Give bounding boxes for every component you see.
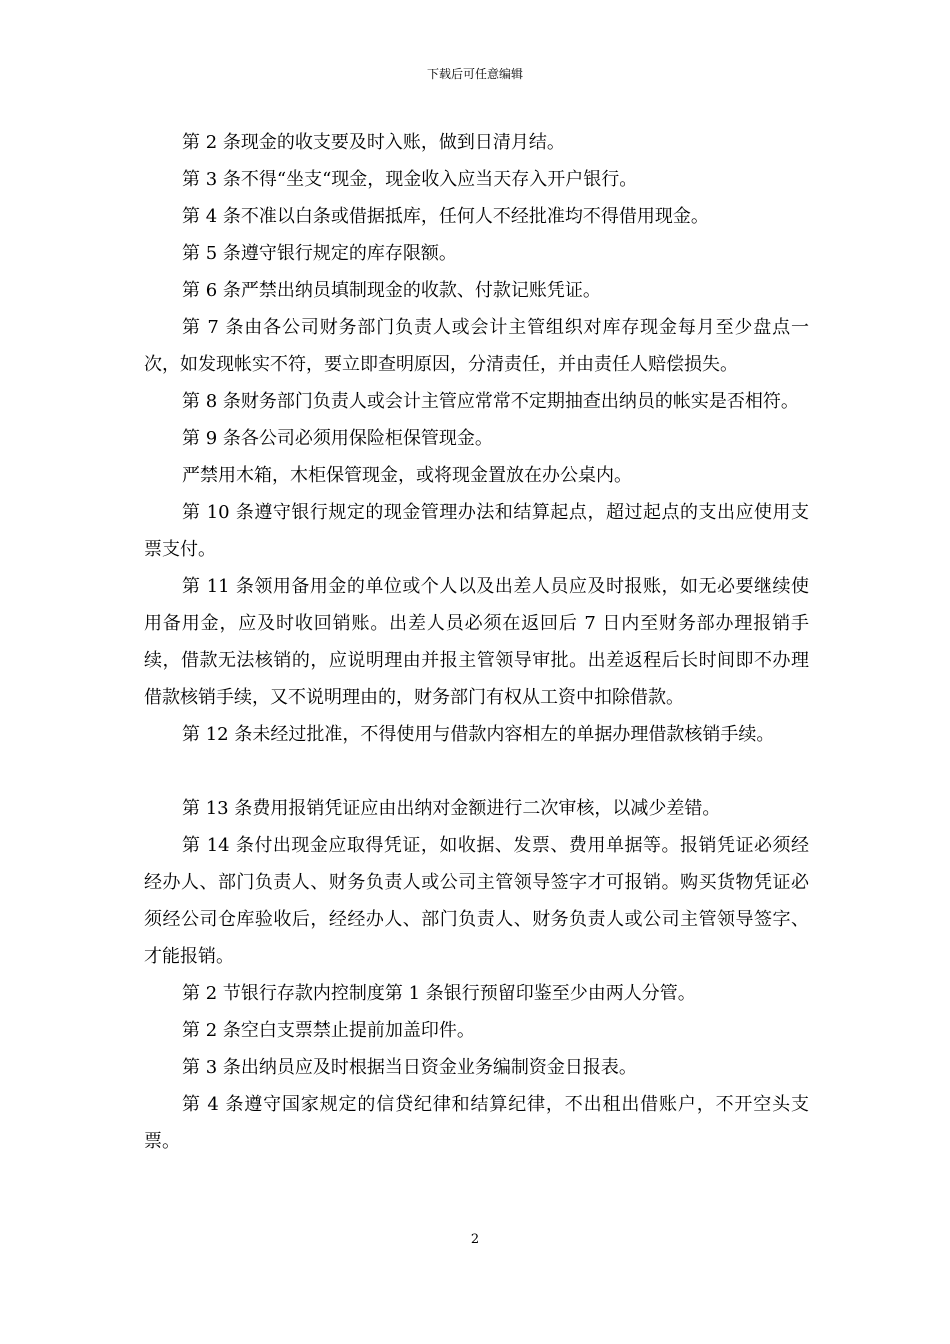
paragraph: 第 2 节银行存款内控制度第 1 条银行预留印鉴至少由两人分管。 (182, 983, 696, 1004)
paragraph: 第 6 条严禁出纳员填制现金的收款、付款记账凭证。 (182, 280, 601, 301)
paragraph: 第 7 条由各公司财务部门负责人或会计主管组织对库存现金每月至少盘点一次，如发现帐实不符，要立即查明原因，分清责任，并由责任人赔偿损失。 (144, 317, 809, 375)
paragraph: 第 3 条出纳员应及时根据当日资金业务编制资金日报表。 (182, 1057, 637, 1078)
paragraph: 第 13 条费用报销凭证应由出纳对金额进行二次审核，以减少差错。 (182, 798, 721, 819)
paragraph: 第 11 条领用备用金的单位或个人以及出差人员应及时报账，如无必要继续使用备用金，应及时收回销账。出差人员必须在返回后 7 日内至财务部办理报销手续，借款无法核销的，应说明理由并报主管领导审批。出差返程后长时间即不办理借款核销手续，又不说明理由的，财务部门有权从工资中扣除借款。 (144, 576, 809, 708)
paragraph: 第 10 条遵守银行规定的现金管理办法和结算起点，超过起点的支出应使用支票支付。 (144, 502, 809, 560)
blank-line (144, 753, 809, 790)
paragraph: 第 3 条不得“坐支“现金，现金收入应当天存入开户银行。 (182, 169, 638, 190)
paragraph: 第 8 条财务部门负责人或会计主管应常常不定期抽查出纳员的帐实是否相符。 (182, 391, 799, 412)
paragraph: 第 12 条未经过批准，不得使用与借款内容相左的单据办理借款核销手续。 (182, 724, 775, 745)
paragraph: 第 4 条不准以白条或借据抵库，任何人不经批准均不得借用现金。 (182, 206, 709, 227)
paragraph: 第 4 条遵守国家规定的信贷纪律和结算纪律，不出租出借账户，不开空头支票。 (144, 1094, 809, 1152)
paragraph: 严禁用木箱，木柜保管现金，或将现金置放在办公桌内。 (182, 465, 632, 486)
paragraph: 第 2 条空白支票禁止提前加盖印件。 (182, 1020, 475, 1041)
paragraph: 第 2 条现金的收支要及时入账，做到日清月结。 (182, 132, 565, 153)
paragraph: 第 14 条付出现金应取得凭证，如收据、发票、费用单据等。报销凭证必须经经办人、部门负责人、财务负责人或公司主管领导签字才可报销。购买货物凭证必须经公司仓库验收后，经经办人、部门负责人、财务负责人或公司主管领导签字、才能报销。 (144, 835, 809, 967)
page-header: 下载后可任意编辑 (426, 67, 523, 81)
paragraph: 第 9 条各公司必须用保险柜保管现金。 (182, 428, 493, 449)
paragraph: 第 5 条遵守银行规定的库存限额。 (182, 243, 457, 264)
page-number: 2 (470, 1232, 480, 1247)
document-body (144, 124, 809, 1160)
